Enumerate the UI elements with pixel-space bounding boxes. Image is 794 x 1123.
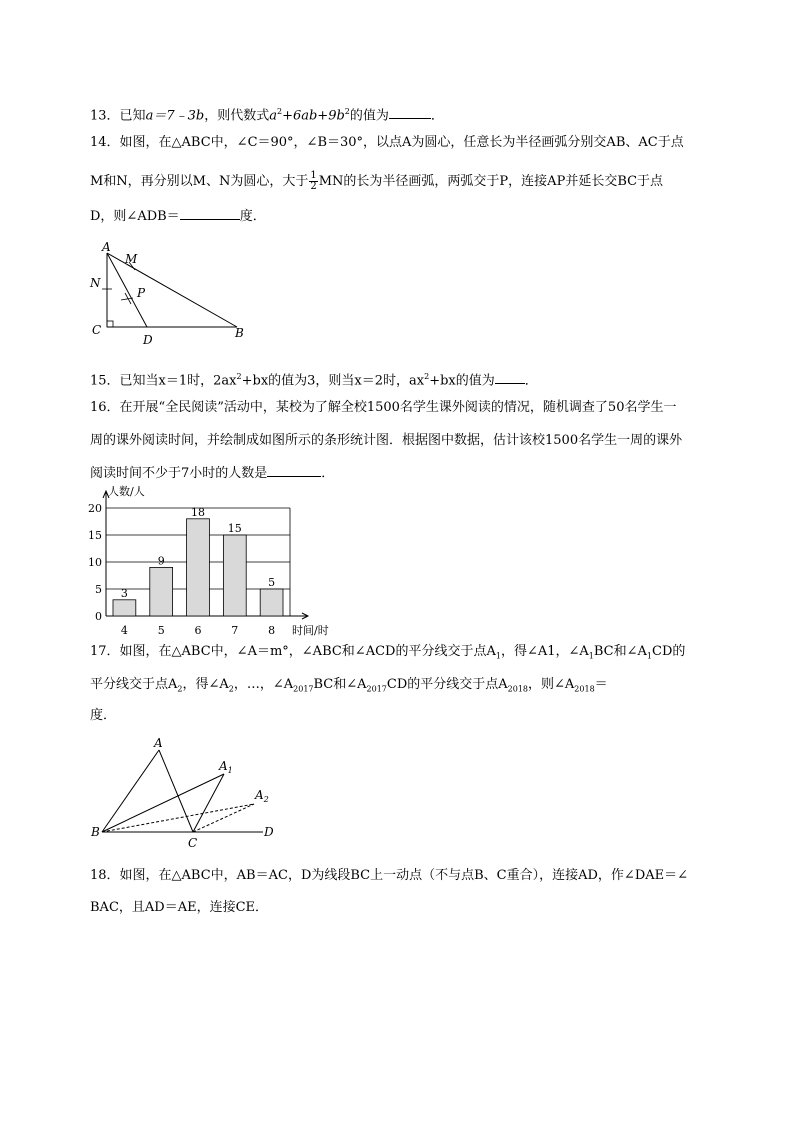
- bar: [260, 589, 283, 616]
- q17-figure: [88, 735, 288, 851]
- q17-line-3: 度．: [90, 708, 117, 723]
- q17-line-1: 17．如图，在△ABC中，∠A＝m°，∠ABC和∠ACD的平分线交于点$A_1$，得∠A1，$\angle A_1BC$和$\angle A_1CD$的: [90, 644, 686, 661]
- bar: [113, 600, 136, 616]
- x-axis-label: 时间/时: [292, 624, 329, 637]
- x-tick-label: 5: [157, 624, 165, 637]
- q17-number: 17．: [90, 644, 120, 659]
- q16-bar-chart: [80, 482, 340, 642]
- x-tick-label: 7: [231, 624, 239, 637]
- q17-line-2: 平分线交于点$A_2$，得$\angle A_2$，…，$\angle A_{2017}BC$和$\angle A_{2017}CD$的平分线交于点$A_{2018}$，则$\angle A_{2018}=$: [90, 677, 608, 694]
- q14-line-2: M和N，再分别以M、N为圆心，大于 $\frac{1}{2}$ MN的长为半径画弧，两弧交于P，连接AP并延长交BC于点: [90, 170, 664, 192]
- q14-line-3: D，则∠ADB＝ 度．: [90, 209, 266, 224]
- y-tick-label: 0: [95, 610, 102, 623]
- y-tick-label: 5: [95, 583, 102, 596]
- q17-label-d: D: [264, 825, 274, 839]
- data-label: 18: [191, 505, 205, 519]
- q13-number: 13．: [90, 108, 120, 124]
- q17-label-a1: $A_1$: [219, 759, 233, 775]
- q16-answer-blank[interactable]: [267, 464, 321, 477]
- y-tick-label: 10: [88, 556, 102, 569]
- q14-label-p: P: [137, 286, 146, 300]
- q14-line-1: 14．如图，在△ABC中，∠C＝90°，∠B＝30°，以点A为圆心，任意长为半径画弧分别交AB、AC于点: [90, 135, 684, 150]
- q14-label-c: C: [92, 323, 102, 337]
- q14-number: 14．: [90, 135, 120, 150]
- q14-label-m: M: [125, 252, 138, 266]
- q13-line: 13．已知a＝7﹣3b，则代数式$a^2+6ab+9b^2$的值为 ．: [90, 107, 444, 124]
- data-label: 15: [227, 522, 242, 535]
- q13-answer-blank[interactable]: [389, 106, 431, 119]
- q16-line-2: 周的课外阅读时间，并绘制成如图所示的条形统计图．根据图中数据，估计该校1500名学生一周的课外: [90, 433, 683, 448]
- x-tick-label: 4: [120, 624, 128, 637]
- bar: [187, 519, 210, 616]
- q16-line-3: 阅读时间不少于7小时的人数是 ．: [90, 466, 335, 481]
- q14-answer-blank[interactable]: [180, 207, 240, 220]
- q15-answer-blank[interactable]: [495, 371, 525, 384]
- data-label: 9: [157, 554, 165, 568]
- y-axis-label: 人数/人: [108, 485, 145, 498]
- q15-number: 15．: [90, 373, 120, 389]
- bar: [150, 567, 173, 616]
- q14-label-d: D: [143, 333, 153, 347]
- q16-number: 16．: [90, 400, 120, 415]
- y-tick-label: 20: [88, 502, 102, 515]
- data-label: 3: [120, 586, 128, 600]
- q18-line-1: 18．如图，在△ABC中，AB＝AC，D为线段BC上一动点（不与点B、C重合），连接AD，作∠DAE＝∠: [90, 868, 689, 883]
- q17-label-b: B: [91, 825, 100, 839]
- q14-label-n: N: [90, 276, 101, 290]
- q14-label-b: B: [235, 326, 244, 340]
- q18-number: 18．: [90, 868, 120, 883]
- q15-line: 15．已知当x＝1时，$2ax^2+bx$的值为3，则当x＝2时，$ax^2+bx$的值为 ．: [90, 372, 538, 389]
- y-tick-label: 15: [88, 529, 102, 542]
- q14-figure: [85, 240, 255, 348]
- q16-line-1: 16．在开展“全民阅读”活动中，某校为了解全校1500名学生课外阅读的情况，随机调查了50名学生一: [90, 400, 677, 415]
- x-tick-label: 6: [194, 624, 202, 637]
- q18-line-2: BAC，且AD＝AE，连接CE．: [90, 900, 269, 915]
- q17-label-a: A: [154, 736, 163, 750]
- q17-label-a2: $A_2$: [255, 788, 269, 804]
- q17-label-c: C: [188, 836, 198, 850]
- q14-fraction: $\frac{1}{2}$: [310, 170, 317, 192]
- x-tick-label: 8: [268, 624, 276, 637]
- data-label: 5: [268, 576, 276, 589]
- bar: [223, 535, 246, 616]
- q14-label-a: A: [102, 240, 111, 254]
